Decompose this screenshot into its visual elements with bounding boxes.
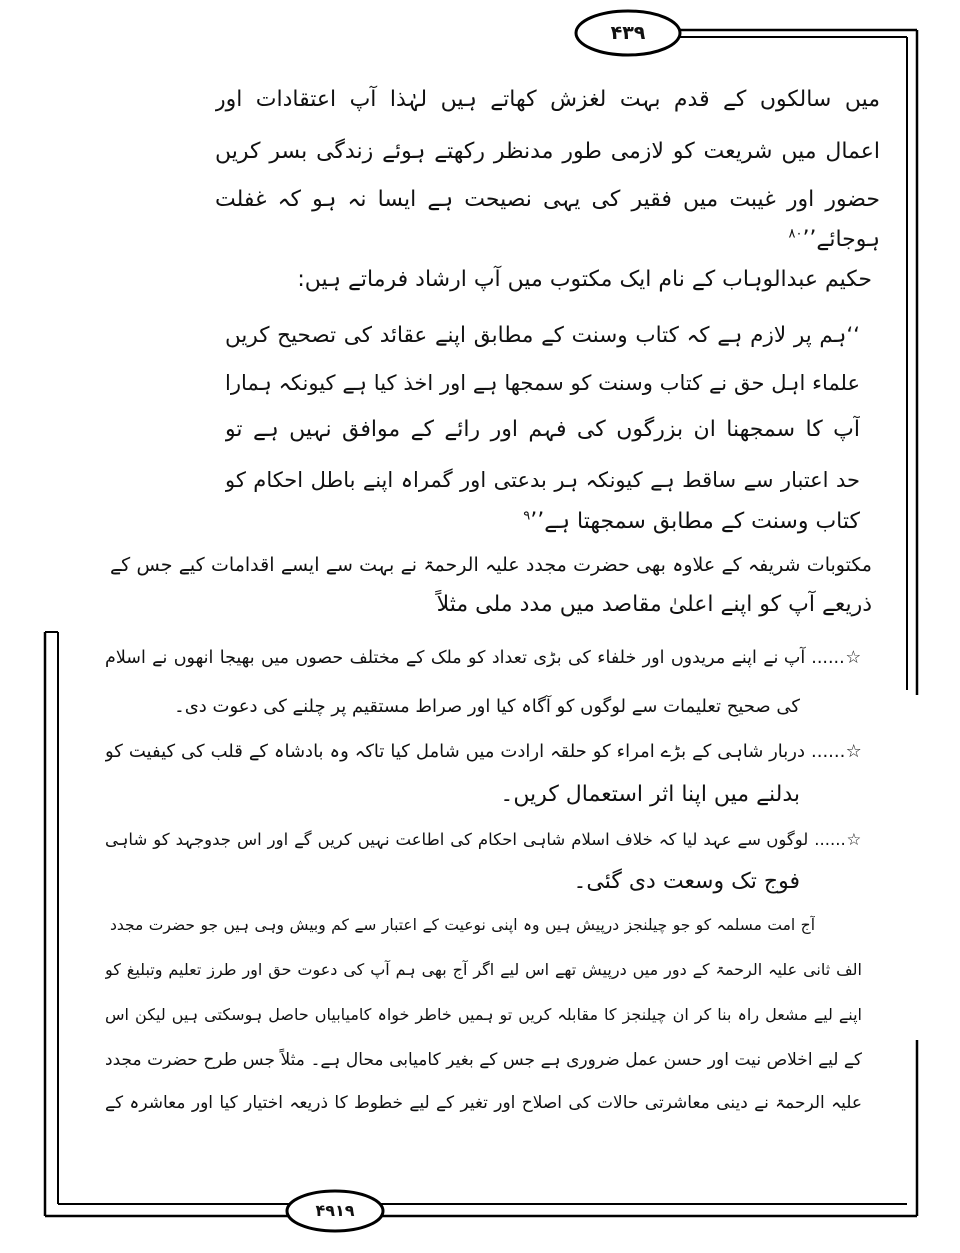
intro-last-line-text: ہوجائے’’	[802, 227, 880, 252]
measure-2-line-2: بدلنے میں اپنا اثر استعمال کریں۔	[500, 782, 800, 807]
measure-1-text-1: آپ نے اپنے مریدوں اور خلفاء کی بڑی تعداد کو ملک کے مختلف حصوں میں بھیجا انھوں نے اسلام	[105, 648, 806, 668]
conclusion-line-2: الف ثانی علیہ الرحمۃ کے دور میں درپیش تھے اس لیے اگر آج بھی ہم آپ کی دعوت حق اور طرز تعلیم وتبلیغ کو	[105, 960, 862, 979]
measures-intro-line-1: مکتوبات شریفہ کے علاوہ بھی حضرت مجدد علیہ الرحمۃ نے بہت سے ایسے اقدامات کیے جس کے	[110, 554, 872, 576]
quote-line-5	[300, 502, 860, 542]
page-number-top: ۴۳۹	[610, 22, 646, 44]
quote-line-2: علماء اہل حق نے کتاب وسنت کو سمجھا ہے اور اخذ کیا ہے کیونکہ ہمارا	[225, 371, 860, 395]
measure-1-line-1	[105, 638, 862, 678]
letter-intro-line: حکیم عبدالوہاب کے نام ایک مکتوب میں آپ ارشاد فرماتے ہیں:	[297, 267, 872, 292]
quote-line-1: ‘‘ہم پر لازم ہے کہ کتاب وسنت کے مطابق اپنے عقائد کی تصحیح کریں	[225, 323, 860, 348]
measures-intro-line-2: ذریعے آپ کو اپنے اعلیٰ مقاصد میں مدد ملی مثلاً	[436, 592, 872, 617]
star-bullet-icon: ☆......	[811, 741, 862, 762]
intro-line-3: حضور اور غیبت میں فقیر کی یہی نصیحت ہے ایسا نہ ہو کہ غفلت	[215, 187, 880, 212]
conclusion-line-4: کے لیے اخلاص نیت اور حسن عمل ضروری ہے جس کے بغیر کامیابی محال ہے۔ مثلاً جس طرح حضرت مجدد	[105, 1050, 862, 1070]
measure-3-line-2: فوج تک وسعت دی گئی۔	[573, 869, 800, 894]
conclusion-line-5: علیہ الرحمۃ نے دینی معاشرتی حالات کی اصلاح اور تغیر کے لیے خطوط کا ذریعہ اختیار کیا اور معاشرہ کے	[105, 1093, 862, 1113]
star-bullet-icon: ☆......	[814, 830, 862, 849]
intro-line-2: اعمال میں شریعت کو لازمی طور مدنظر رکھتے ہوئے زندگی بسر کریں	[215, 139, 880, 164]
page-number-bottom: ۴۹۱۹	[315, 1201, 355, 1220]
conclusion-line-1: آج امت مسلمہ کو جو چیلنجز درپیش ہیں وہ اپنی نوعیت کے اعتبار سے کم وبیش وہی ہیں جو حضرت مجدد	[110, 916, 815, 934]
intro-line-1: میں سالکوں کے قدم بہت لغزش کھاتے ہیں لہٰذا آپ اعتقادات اور	[215, 87, 880, 112]
measure-1-line-2: کی صحیح تعلیمات سے لوگوں کو آگاہ کیا اور صراط مستقیم پر چلنے کی دعوت دی۔	[174, 696, 800, 717]
measure-2-text-1: دربار شاہی کے بڑے امراء کو حلقہ ارادت میں شامل کیا تاکہ وہ بادشاہ کے قلب کی کیفیت کو	[105, 741, 805, 762]
measure-3-line-1	[105, 820, 862, 860]
conclusion-line-3: اپنے لیے مشعل راہ بنا کر ان چیلنجز کا مقابلہ کریں تو ہمیں خاطر خواہ کامیابیاں حاصل ہوسکتی ہیں لیکن اس	[105, 1005, 862, 1024]
intro-line-4	[580, 220, 880, 260]
quote-line-4: حد اعتبار سے ساقط ہے کیونکہ ہر بدعتی اور گمراہ اپنے باطل احکام کو	[225, 468, 860, 492]
footnote-ref-9: ۹	[523, 508, 531, 524]
measure-3-text-1: لوگوں سے عہد لیا کہ خلاف اسلام شاہی احکام کی اطاعت نہیں کریں گے اور اس جدوجہد کو شاہی	[105, 830, 809, 849]
quote-line-3: آپ کا سمجھنا ان بزرگوں کی فہم اور رائے کے موافق نہیں ہے تو	[225, 417, 860, 442]
quote-last-line-text: کتاب وسنت کے مطابق سمجھتا ہے’’	[530, 509, 860, 534]
measure-2-line-1	[105, 732, 862, 772]
footnote-ref-80: ۸۰	[788, 226, 803, 242]
star-bullet-icon: ☆......	[811, 648, 862, 668]
